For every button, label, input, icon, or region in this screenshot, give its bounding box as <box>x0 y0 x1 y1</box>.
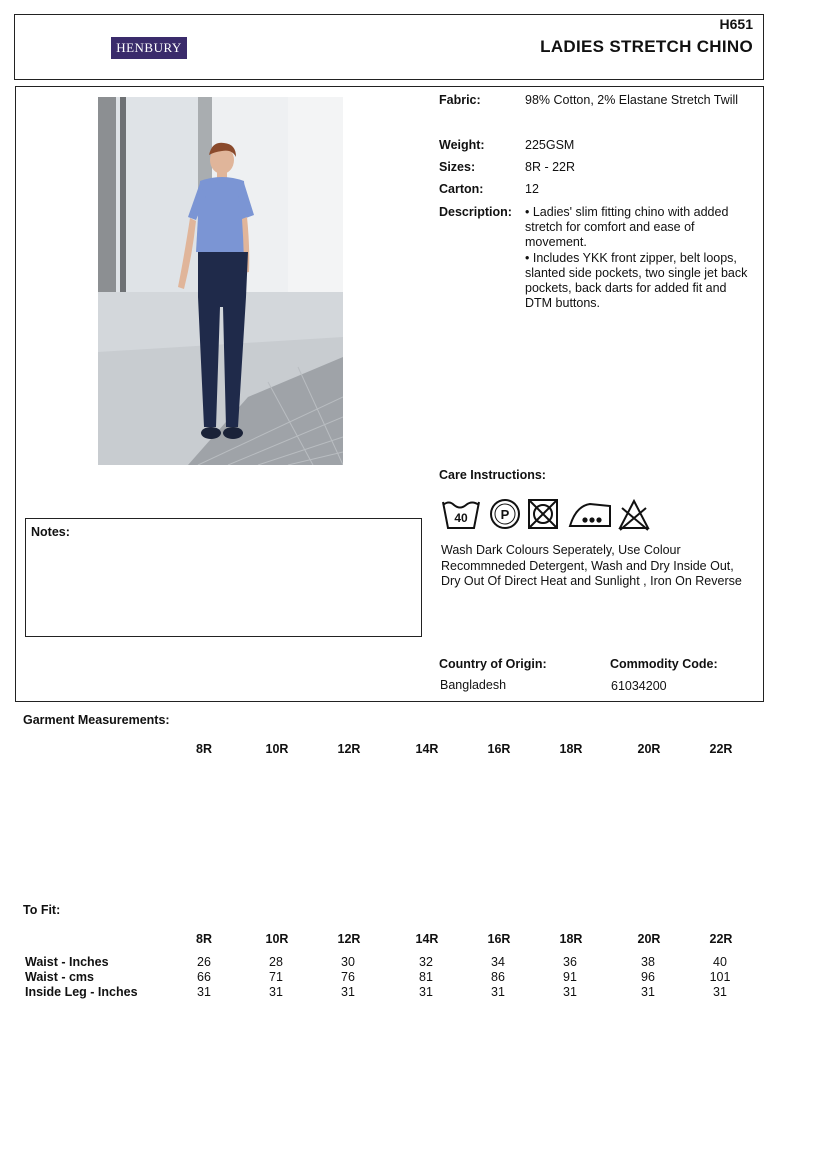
country-of-origin-label: Country of Origin: <box>439 657 547 671</box>
country-of-origin-value: Bangladesh <box>440 678 507 692</box>
product-code: H651 <box>719 16 753 32</box>
row-label: Inside Leg - Inches <box>25 985 138 999</box>
size-header: 18R <box>559 932 583 946</box>
size-header: 14R <box>415 932 439 946</box>
size-header: 8R <box>196 932 212 946</box>
wash-40-text: 40 <box>454 511 468 525</box>
row-label: Waist - Inches <box>25 955 109 969</box>
table-cell: 31 <box>713 985 727 999</box>
table-cell: 31 <box>197 985 211 999</box>
weight-value: 225GSM <box>525 138 575 152</box>
brand-logo-text: HENBURY <box>116 40 182 55</box>
wash-40-icon <box>443 502 479 528</box>
size-header: 20R <box>637 742 661 756</box>
size-header: 12R <box>337 742 361 756</box>
sizes-value: 8R - 22R <box>525 160 576 174</box>
professional-dry-clean-p-icon <box>491 500 519 528</box>
size-header: 16R <box>487 932 511 946</box>
header-box <box>14 14 764 80</box>
to-fit-title: To Fit: <box>23 903 61 917</box>
brand-logo <box>111 37 187 59</box>
description-line: slanted side pockets, two single jet back <box>525 265 748 280</box>
notes-label: Notes: <box>31 525 70 539</box>
description-line: stretch for comfort and ease of <box>525 220 695 235</box>
dry-clean-p-text: P <box>500 507 510 522</box>
care-text <box>441 543 761 590</box>
table-cell: 28 <box>269 955 283 969</box>
care-text-line: Recommneded Detergent, Wash and Dry Inside Out, <box>441 558 734 573</box>
row-label: Waist - cms <box>25 970 95 984</box>
table-cell: 96 <box>641 970 655 984</box>
fabric-label: Fabric: <box>439 93 481 107</box>
do-not-bleach-icon <box>620 501 648 530</box>
table-cell: 81 <box>419 970 433 984</box>
notes-box <box>25 518 422 637</box>
iron-low-icon <box>570 504 610 526</box>
size-header: 12R <box>337 932 361 946</box>
garment-measurements-title: Garment Measurements: <box>23 713 170 727</box>
carton-label: Carton: <box>439 182 484 196</box>
size-header: 14R <box>415 742 439 756</box>
care-icons <box>440 496 660 532</box>
table-cell: 30 <box>341 955 355 969</box>
table-cell: 31 <box>341 985 355 999</box>
size-header: 8R <box>196 742 212 756</box>
do-not-tumble-dry-icon <box>529 500 557 528</box>
description-line: • Includes YKK front zipper, belt loops, <box>525 250 737 265</box>
size-header: 22R <box>709 742 733 756</box>
table-cell: 101 <box>709 970 731 984</box>
table-cell: 31 <box>419 985 433 999</box>
table-cell: 36 <box>563 955 577 969</box>
size-header: 10R <box>265 742 289 756</box>
description-text <box>525 205 755 311</box>
table-row <box>0 970 826 986</box>
care-text-line: Wash Dark Colours Seperately, Use Colour <box>441 543 681 557</box>
table-cell: 38 <box>641 955 655 969</box>
table-cell: 31 <box>641 985 655 999</box>
size-header: 16R <box>487 742 511 756</box>
sizes-label: Sizes: <box>439 160 476 174</box>
size-header: 22R <box>709 932 733 946</box>
table-cell: 31 <box>563 985 577 999</box>
table-cell: 34 <box>491 955 505 969</box>
table-cell: 31 <box>491 985 505 999</box>
garment-measurements-header-row <box>0 742 826 758</box>
weight-label: Weight: <box>439 138 485 152</box>
description-label: Description: <box>439 205 512 219</box>
size-header: 18R <box>559 742 583 756</box>
table-cell: 76 <box>341 970 355 984</box>
table-cell: 91 <box>563 970 577 984</box>
to-fit-header-row <box>0 932 826 948</box>
table-cell: 71 <box>269 970 283 984</box>
table-cell: 26 <box>197 955 211 969</box>
table-row <box>0 985 826 1001</box>
table-cell: 32 <box>419 955 433 969</box>
fabric-value: 98% Cotton, 2% Elastane Stretch Twill <box>525 93 739 107</box>
commodity-code-value: 61034200 <box>611 679 667 693</box>
commodity-code-label: Commodity Code: <box>610 657 718 671</box>
size-header: 10R <box>265 932 289 946</box>
product-title: LADIES STRETCH CHINO <box>540 37 753 56</box>
carton-value: 12 <box>525 182 539 196</box>
table-cell: 31 <box>269 985 283 999</box>
table-cell: 40 <box>713 955 727 969</box>
product-photo-illustration <box>98 97 343 465</box>
table-cell: 86 <box>491 970 505 984</box>
care-text-line: Dry Out Of Direct Heat and Sunlight , Iron On Reverse <box>441 574 742 588</box>
size-header: 20R <box>637 932 661 946</box>
description-line: DTM buttons. <box>525 296 601 311</box>
description-line: pockets, back darts for added fit and <box>525 281 727 296</box>
care-title: Care Instructions: <box>439 468 546 482</box>
product-photo <box>98 97 343 465</box>
description-line: movement. <box>525 235 587 250</box>
description-line: • Ladies' slim fitting chino with added <box>525 205 729 219</box>
table-cell: 66 <box>197 970 211 984</box>
table-row <box>0 955 826 971</box>
